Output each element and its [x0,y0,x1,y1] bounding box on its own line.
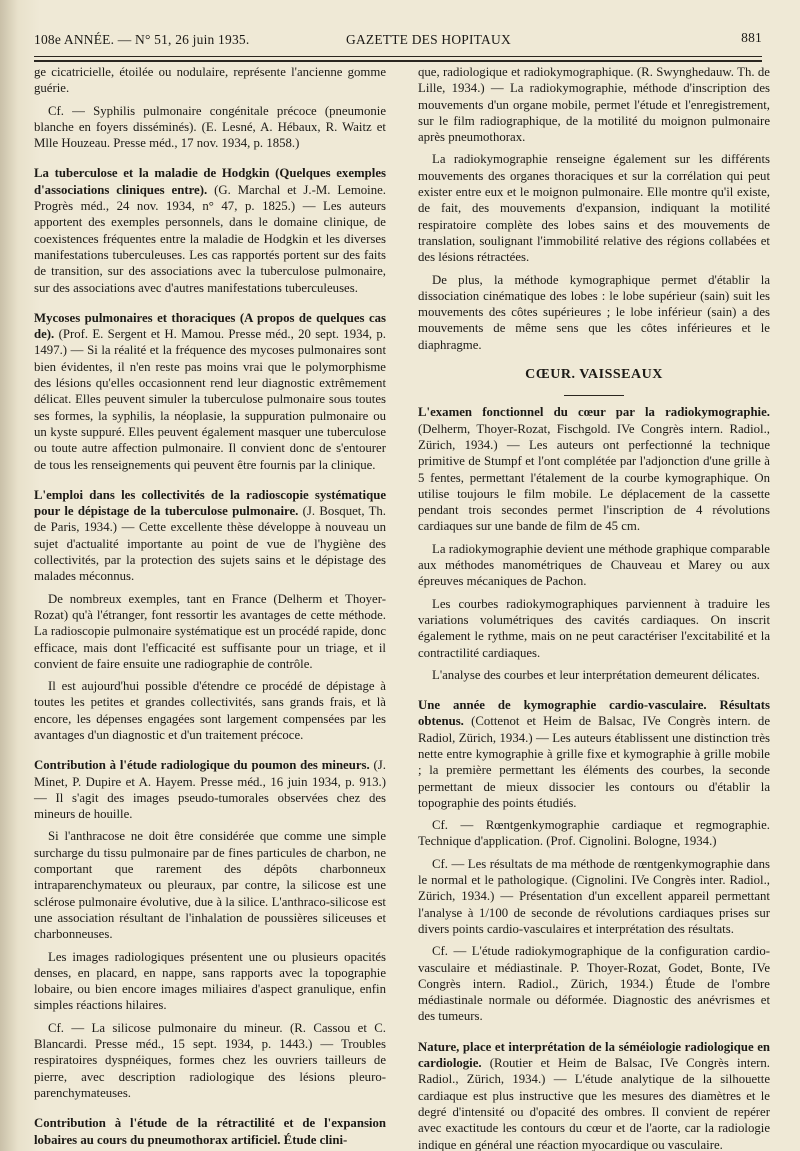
right-column [418,64,770,1151]
article-title: Nature, place et interprétation de la séméiologie radiologique en cardiologie. [418,1039,770,1071]
header-double-rule [34,60,762,62]
paragraph: La radiokymographie devient une méthode graphique comparable aux méthodes manométriques de Chauveau et Marey ou aux épreuves mécaniques de Pachon. [418,541,770,589]
article-reference: (G. Marchal et J.-M. Lemoine. Progrès méd., 24 nov. 1934, n° 47, p. 1825.) [34,182,386,214]
article-title: Mycoses pulmonaires et thoraciques (A propos de quelques cas de). [34,310,386,342]
article-title: L'emploi dans les collectivités de la radioscopie systématique pour le dépistage de la tuberculose pulmonaire. [34,487,386,519]
header-rule [34,56,762,57]
page-number: 881 [741,30,762,45]
journal-title: GAZETTE DES HOPITAUX [346,32,511,47]
running-header [34,28,762,54]
article-title: Une année de kymographie cardio-vasculaire. Résultats obtenus. [418,698,770,729]
article-title: L'examen fonctionnel du cœur par la radiokymographie. [418,405,770,420]
paragraph: La radiokymographie renseigne également sur les différents mouvements des organes thoraciques et sur la corrélation qui peut exister entre eux et le moignon pulmonaire. Elle montre qu'il existe, de fait, des mouvements d'expansion, indiquant la motilité respiratoire complète des lobes sains et des mouvements de translation, soulignant l'immobilité relative des régions collabées et des lésions rétractées. [418,152,770,265]
article-reference: (Delherm, Thoyer-Rozat, Fischgold. IVe Congrès intern. Radiol., Zürich, 1934.) [418,421,770,452]
article-body: — Si la réalité et la fréquence des mycoses pulmonaires sont bien évidentes, il n'en reste pas moins vrai que le polymorphisme des lésions qu'elles occasionnent rend leur diagnostic extrêmement délicat. Elles peuvent simuler la tuberculose pulmonaire sous toutes ses formes, la syphilis, la néoplasie, la suppuration pulmonaire ou un kyste suppuré. Elles peuvent également masquer une tuberculose ou toute autre affection pulmonaire. Il convient donc de s'entourer de tous les renseignements qui peuvent être fournis par la clinique. [34,343,386,472]
paragraph: Cf. — Rœntgenkymographie cardiaque et regmographie. Technique d'application. (Prof. Cignolini. Bologne, 1934.) [418,818,770,849]
article [34,757,386,822]
article-reference: (Prof. E. Sergent et H. Mamou. Presse méd., 20 sept. 1934, p. 1497.) [34,327,386,358]
article-title: Contribution à l'étude radiologique du poumon des mineurs. [34,758,370,773]
paragraph: L'analyse des courbes et leur interprétation demeurent délicates. [432,667,760,682]
paragraph: ge cicatricielle, étoilée ou nodulaire, représente l'ancienne gomme guérie. [34,65,386,96]
article [418,697,770,811]
paragraph: Si l'anthracose ne doit être considérée que comme une simple surcharge du tissu pulmonaire par de fines particules de charbon, ne comportant que rarement des dépôts charbonneux intraparenchymateux ou pleuraux, par contre, la silicose est une sclérose pulmonaire évolutive, due à la silice. L'anthraco-silicose est une association résultant de l'inhalation de poussières siliceuses et charbonneuses. [34,829,386,942]
paragraph: que, radiologique et radiokymographique. (R. Swynghedauw. Th. de Lille, 1934.) — La radiokymographie, méthode d'inscription des mouvements d'un organe mobile, permet l'étude et l'enregistrement, sur le film radiographique, de la motilité du moignon pulmonaire après pneumothorax. [418,65,770,145]
paragraph: Cf. — Syphilis pulmonaire congénitale précoce (pneumonie blanche en foyers disséminés). (E. Lesné, A. Hébaux, R. Waitz et Mlle Houzeau. Presse méd., 17 nov. 1934, p. 1858.) [34,103,386,151]
paragraph: Les courbes radiokymographiques parviennent à traduire les variations volumétriques des cavités cardiaques. On inscrit également le rythme, mais on ne peut caractériser l'excitabilité et la contractilité cardiaques. [418,596,770,660]
paragraph: Les images radiologiques présentent une ou plusieurs opacités denses, en placard, en nappe, sans rapports avec la topographie lobaire, ou bien encore images miliaires d'aspect granulique, enfin simples réactions hilaires. [34,949,386,1013]
paragraph: De plus, la méthode kymographique permet d'établir la dissociation cinématique des lobes : le lobe supérieur (sain) suit les mouvements des côtes supérieures ; le lobe inférieur (sain) a des mouvements de même sens que les côtes inférieures et le diaphragme. [418,272,770,352]
article [418,1039,770,1151]
article-body: — Il s'agit des images pseudo-tumorales observées chez des mineurs de houille. [34,790,386,822]
paragraph: Il est aujourd'hui possible d'étendre ce procédé de dépistage à toutes les petites et grandes collectivités, sans grands frais, et là encore, les dépenses engagées sont largement compensées par les avantages d'un diagnostic et d'un traitement précoce. [34,679,386,742]
paragraph: Cf. — Les résultats de ma méthode de rœntgenkymographie dans le normal et le pathologique. (Cignolini. IVe Congrès inter. Radiol., Zürich, 1934.) — Présentation d'un excellent appareil permettant l'analyse à 1/100 de seconde de révolutions cardiaques prises sur divers points cardio-vasculaires et interprétation des résultats. [418,856,770,936]
article-reference: (J. Minet, P. Dupire et A. Hayem. Presse méd., 16 juin 1934, p. 913.) [34,758,386,789]
article-body: — Les auteurs apportent des exemples personnels, dans le domaine clinique, de coexistences fréquentes entre la maladie de Hodgkin et les diverses manifestations tuberculeuses. Les cas rapportés portent sur des faits de transition, sur des associations avec la tuberculose pulmonaire, sur des associations avec d'autres manifestations tuberculeuses. [34,199,386,295]
article [34,310,386,473]
article-body: — Les auteurs établissent une distinction très nette entre kymographie à grille fixe et kymographie à grille mobile ; la première permettant les éléments des courbes, la seconde permettant de mieux dissocier les contours ou d'établir la topographie des points étudiés. [418,730,770,810]
paragraph: Cf. — L'étude radiokymographique de la configuration cardio-vasculaire et médiastinale. P. Thoyer-Rozat, Godet, Bonte, IVe Congrès intern. Radiol., Zürich, 1934.) Étude de l'ombre médiastinale normale ou déformée. Diagnostic des anévrismes et des tumeurs. [418,944,770,1024]
article-body: — Cette excellente thèse développe à nouveau un sujet d'actualité importante au point de vue de l'hygiène des collectivités, par la protection des sujets sains et le dépistage des malades méconnus. [34,520,386,584]
article-title: Contribution à l'étude de la rétractilité et de l'expansion lobaires au cours du pneumothorax artificiel. Étude clini- [34,1116,386,1147]
article-reference: (Routier et Heim de Balsac, IVe Congrès intern. Radiol., Zürich, 1934.) [418,1056,770,1087]
paragraph: Cf. — La silicose pulmonaire du mineur. (R. Cassou et C. Blancardi. Presse méd., 15 sept. 1934, p. 1443.) — Troubles respiratoires dyspnéiques, formes chez les ouvriers tailleurs de pierre, avec description radiologique des lésions pleuro-parenchymateuses. [34,1020,386,1100]
article-title: La tuberculose et la maladie de Hodgkin (Quelques exemples d'associations cliniques entre). [34,166,386,197]
paragraph: De nombreux exemples, tant en France (Delherm et Thoyer-Rozat) qu'à l'étranger, font ressortir les avantages de cette méthode. La radioscopie pulmonaire systématique est un procédé rapide, donc efficace, mais dont l'efficacité est suffisante pour un triage, et il convient de faire ensuite une radiographie de contrôle. [34,591,386,671]
article-body: — Les auteurs ont perfectionné la technique primitive de Stumpf et l'ont complétée par l'adjonction d'une grille à 5 fentes, permettant l'étalement de la courbe kymographique. On utilise toujours le film mobile. Le déplacement de la cassette pendant trois secondes permet l'inscription de 4 révolutions cardiaques sur une bande de film de 45 cm. [418,437,770,534]
section-heading: CŒUR. VAISSEAUX [525,367,663,383]
issue-info: 108e ANNÉE. — N° 51, 26 juin 1935. [34,32,250,47]
article [34,487,386,585]
left-column [34,64,386,1151]
article [418,404,770,534]
section-rule [564,395,624,396]
article [34,165,386,295]
article-reference: (Cottenot et Heim de Balsac, IVe Congrès intern. de Radiol, Zürich, 1934.) [418,714,771,745]
article-reference: (J. Bosquet, Th. de Paris, 1934.) [34,504,387,535]
article-body: — L'étude analytique de la silhouette cardiaque est plus instructive que les mesures des diamètres et le degré d'intensité ou d'opacité des ombres. Il convient de repérer avec exactitude les contours du cœur et de l'aorte, car la radiologie indique en général une réaction myocardique ou vasculaire. [418,1072,770,1151]
